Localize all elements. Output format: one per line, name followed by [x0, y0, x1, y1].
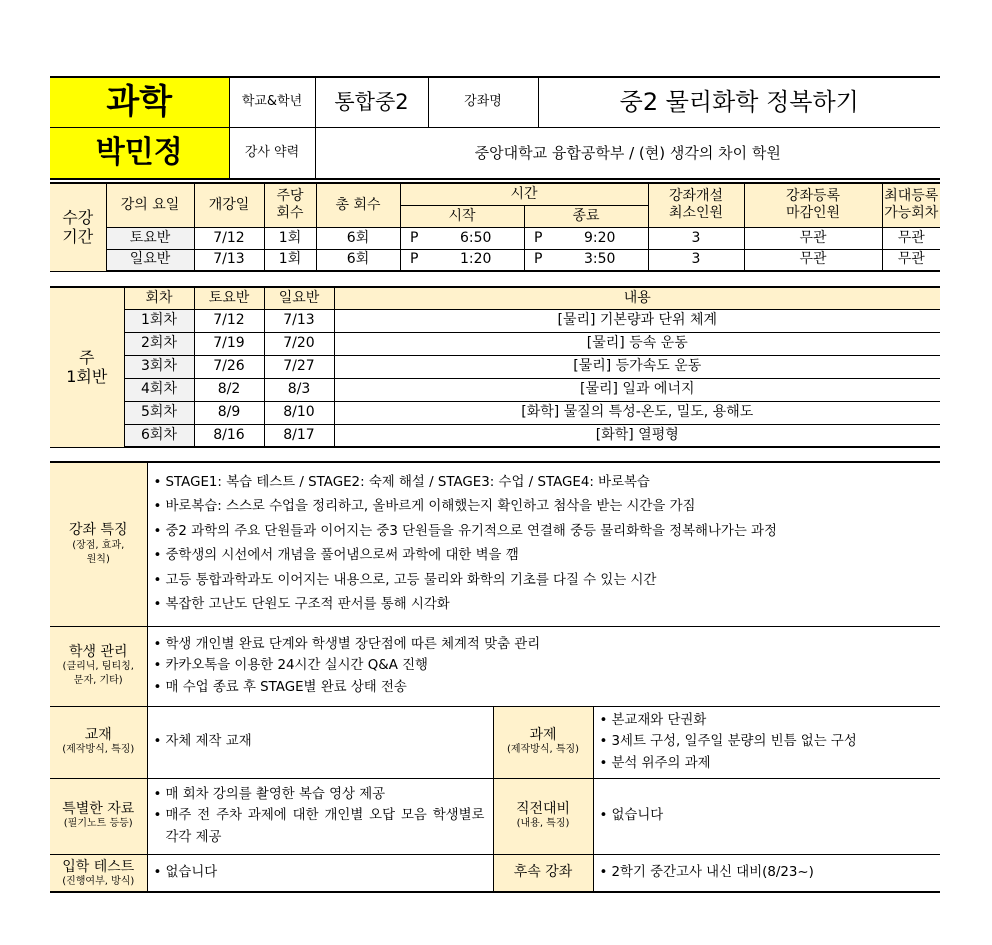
features-sublabel: (장점, 효과, 원칙)	[72, 539, 125, 565]
period-end-time: 9:20	[552, 227, 648, 249]
homework-item: • 본교재와 단권화	[594, 710, 941, 732]
schedule-table	[50, 286, 940, 448]
period-start-date: 7/12	[194, 227, 264, 249]
col-header-time: 시간	[400, 183, 648, 205]
schedule-sun: 8/17	[264, 424, 334, 447]
school-grade-value: 통합중2	[315, 77, 428, 127]
features-item: • 고등 통합과학과도 이어지는 내용으로, 고등 물리와 화학의 기초를 다질 수 있는 시간	[148, 569, 941, 594]
management-sublabel: (클리닉, 팀티칭, 문자, 기타)	[62, 661, 134, 687]
period-total: 6회	[316, 227, 400, 249]
features-label: 강좌 특징	[68, 521, 128, 538]
management-item: • 학생 개인별 완료 단계와 학생별 장단점에 따른 체계적 맞춤 관리	[148, 634, 941, 656]
schedule-content: [물리] 등가속도 운동	[334, 355, 940, 378]
features-item: • 중학생의 시선에서 개념을 풀어냄으로써 과학에 대한 벽을 깸	[148, 544, 941, 569]
col-header-start-date: 개강일	[194, 183, 264, 227]
schedule-sat: 8/16	[194, 424, 264, 447]
details-table	[50, 461, 940, 893]
management-label-cell	[50, 626, 147, 706]
homework-label-cell	[493, 706, 593, 778]
textbook-label: 교재	[84, 726, 112, 743]
schedule-header-sun: 일요반	[264, 287, 334, 309]
period-weekly: 1회	[264, 249, 316, 271]
schedule-header-content: 내용	[334, 287, 940, 309]
schedule-sun: 7/20	[264, 332, 334, 355]
schedule-sun: 8/10	[264, 401, 334, 424]
period-weekly: 1회	[264, 227, 316, 249]
header-table	[50, 76, 940, 180]
period-deadline: 무관	[744, 249, 882, 271]
period-min: 3	[648, 227, 744, 249]
management-item: • 카카오톡을 이용한 24시간 실시간 Q&A 진행	[148, 655, 941, 677]
schedule-session: 3회차	[124, 355, 194, 378]
period-day: 일요반	[106, 249, 194, 271]
follow-up-content	[593, 854, 940, 892]
period-min: 3	[648, 249, 744, 271]
period-start-ampm: P	[400, 249, 428, 271]
schedule-sat: 8/9	[194, 401, 264, 424]
schedule-sun: 7/27	[264, 355, 334, 378]
homework-sublabel: (제작방식, 특징)	[506, 744, 580, 756]
bio-label: 강사 약력	[229, 127, 315, 179]
materials-item: • 매주 전 주차 과제에 대한 개인별 오답 모음 학생별로 각각 제공	[148, 805, 485, 848]
course-name-value: 중2 물리화학 정복하기	[538, 77, 940, 127]
features-item: • 중2 과학의 주요 단원들과 이어지는 중3 단원들을 유기적으로 연결해 중등 물리화학을 정복해나가는 과정	[148, 520, 941, 545]
features-content	[147, 462, 940, 626]
col-header-min: 강좌개설 최소인원	[648, 183, 744, 227]
schedule-session: 6회차	[124, 424, 194, 447]
schedule-sun: 8/3	[264, 378, 334, 401]
homework-content	[593, 706, 940, 778]
homework-item: • 3세트 구성, 일주일 분량의 빈틈 없는 구성	[594, 731, 941, 753]
schedule-row-label: 주 1회반	[50, 287, 124, 447]
period-total: 6회	[316, 249, 400, 271]
period-row-label-top: 수강	[50, 183, 106, 227]
follow-up-label: 후속 강좌	[493, 854, 593, 892]
management-item: • 매 수업 종료 후 STAGE별 완료 상태 전송	[148, 677, 941, 699]
materials-sublabel: (필기노트 등등)	[63, 818, 133, 830]
schedule-content: [물리] 등속 운동	[334, 332, 940, 355]
textbook-label-cell	[50, 706, 147, 778]
exam-prep-label-cell	[493, 778, 593, 854]
schedule-content: [화학] 열평형	[334, 424, 940, 447]
teacher-name: 박민정	[50, 127, 229, 179]
period-end-ampm: P	[524, 227, 552, 249]
features-label-cell	[50, 462, 147, 626]
features-item: • STAGE1: 복습 테스트 / STAGE2: 숙제 해설 / STAGE3: 수업 / STAGE4: 바로복습	[148, 471, 941, 496]
col-header-start: 시작	[400, 205, 524, 227]
materials-content	[147, 778, 493, 854]
entrance-test-item: • 없습니다	[148, 865, 493, 881]
period-start-time: 1:20	[428, 249, 524, 271]
period-max: 무관	[882, 227, 940, 249]
school-grade-label: 학교&학년	[229, 77, 315, 127]
schedule-sat: 8/2	[194, 378, 264, 401]
col-header-weekly: 주당 회수	[264, 183, 316, 227]
materials-label: 특별한 자료	[62, 800, 135, 817]
textbook-sublabel: (제작방식, 특징)	[62, 744, 135, 756]
period-deadline: 무관	[744, 227, 882, 249]
period-start-ampm: P	[400, 227, 428, 249]
entrance-test-sublabel: (진행여부, 방식)	[62, 875, 135, 887]
period-day: 토요반	[106, 227, 194, 249]
entrance-test-content	[147, 854, 493, 892]
col-header-day: 강의 요일	[106, 183, 194, 227]
entrance-test-label-cell	[50, 854, 147, 892]
schedule-sat: 7/19	[194, 332, 264, 355]
features-item: • 복잡한 고난도 단원도 구조적 판서를 통해 시각화	[148, 593, 941, 618]
exam-prep-content	[593, 778, 940, 854]
subject-title: 과학	[50, 77, 229, 127]
period-row-label-bottom: 기간	[50, 227, 106, 271]
schedule-header-session: 회차	[124, 287, 194, 309]
management-content	[147, 626, 940, 706]
exam-prep-sublabel: (내용, 특징)	[516, 818, 570, 830]
period-max: 무관	[882, 249, 940, 271]
exam-prep-item: • 없습니다	[594, 808, 941, 824]
period-end-time: 3:50	[552, 249, 648, 271]
schedule-session: 4회차	[124, 378, 194, 401]
schedule-content: [화학] 물질의 특성-온도, 밀도, 용해도	[334, 401, 940, 424]
col-header-total: 총 회수	[316, 183, 400, 227]
schedule-session: 2회차	[124, 332, 194, 355]
schedule-content: [물리] 기본량과 단위 체계	[334, 309, 940, 332]
features-item: • 바로복습: 스스로 수업을 정리하고, 올바르게 이해했는지 확인하고 첨삭을 받는 시간을 가짐	[148, 495, 941, 520]
materials-label-cell	[50, 778, 147, 854]
schedule-session: 5회차	[124, 401, 194, 424]
period-start-date: 7/13	[194, 249, 264, 271]
schedule-header-sat: 토요반	[194, 287, 264, 309]
col-header-max: 최대등록 가능회차	[882, 183, 940, 227]
schedule-content: [물리] 일과 에너지	[334, 378, 940, 401]
management-label: 학생 관리	[68, 643, 128, 660]
schedule-sat: 7/26	[194, 355, 264, 378]
exam-prep-label: 직전대비	[515, 800, 571, 817]
period-start-time: 6:50	[428, 227, 524, 249]
textbook-item: • 자체 제작 교재	[148, 734, 493, 750]
materials-item: • 매 회차 강의를 촬영한 복습 영상 제공	[148, 784, 485, 806]
col-header-deadline: 강좌등록 마감인원	[744, 183, 882, 227]
schedule-session: 1회차	[124, 309, 194, 332]
schedule-sat: 7/12	[194, 309, 264, 332]
follow-up-item: • 2학기 중간고사 내신 대비(8/23~)	[594, 865, 941, 881]
entrance-test-label: 입학 테스트	[62, 858, 135, 875]
bio-value: 중앙대학교 융합공학부 / (현) 생각의 차이 학원	[315, 127, 940, 179]
textbook-content	[147, 706, 493, 778]
period-table	[50, 182, 940, 272]
homework-label: 과제	[529, 726, 557, 743]
course-name-label: 강좌명	[428, 77, 538, 127]
col-header-end: 종료	[524, 205, 648, 227]
period-end-ampm: P	[524, 249, 552, 271]
schedule-sun: 7/13	[264, 309, 334, 332]
homework-item: • 분석 위주의 과제	[594, 753, 941, 775]
